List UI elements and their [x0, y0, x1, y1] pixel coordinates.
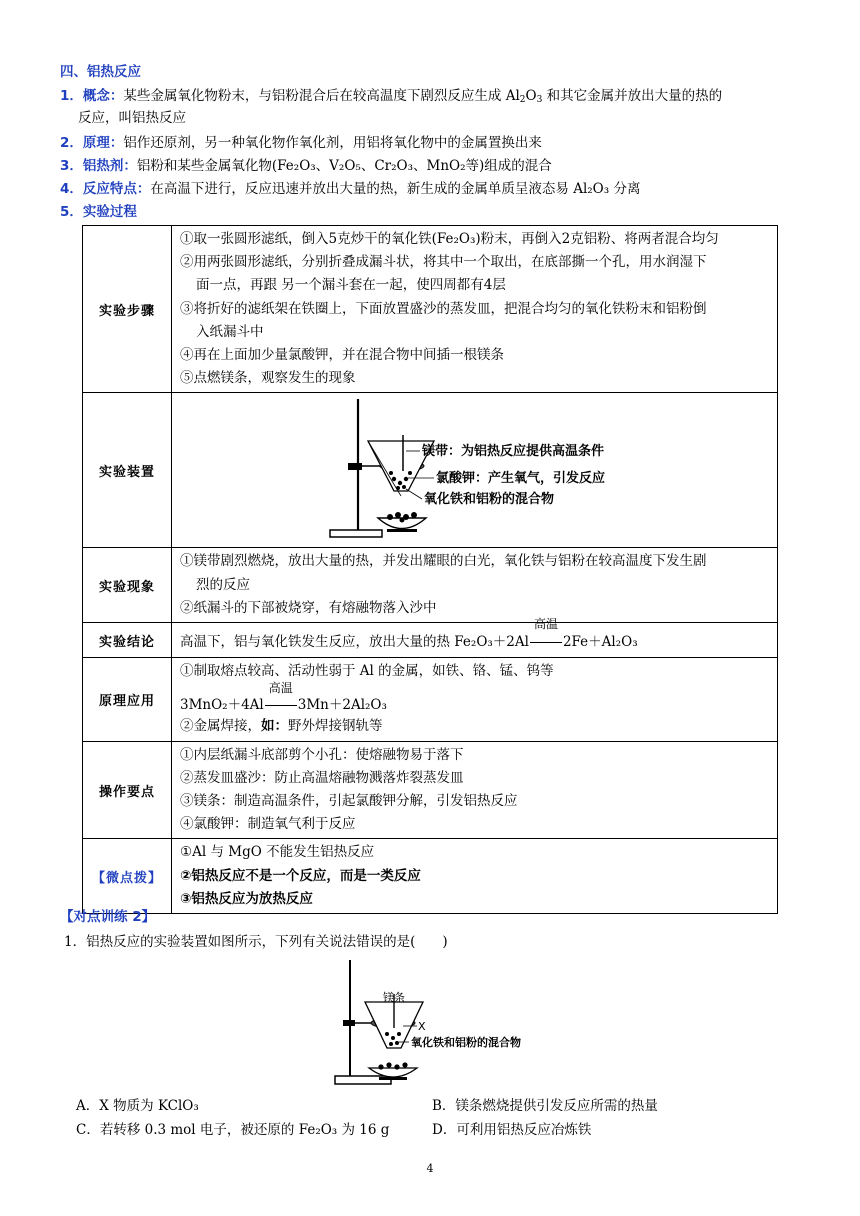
row-steps — [83, 226, 778, 393]
key-points-content — [172, 742, 777, 839]
step-line: ④再在上面加少量氯酸钾，并在混合物中间插一根镁条 — [180, 347, 504, 364]
item-concept-text-a: 某些金属氧化物粉末，与铝粉混合后在较高温度下剧烈反应生成 Al — [123, 88, 520, 104]
practice-label-mix: 氧化铁和铝粉的混合物 — [411, 1036, 521, 1049]
item-features-text: 在高温下进行，反应迅速并放出大量的热，新生成的金属单质呈液态易 Al₂O₃ 分离 — [150, 181, 641, 197]
practice-label-x: X — [418, 1020, 426, 1033]
item-principle-text: 铝作还原剂，另一种氧化物作氧化剂，用铝将氧化物中的金属置换出来 — [123, 135, 542, 151]
header-tips: 【微点拨】 — [83, 839, 172, 914]
conclusion-text: 高温下，铝与氧化铁发生反应，放出大量的热 Fe₂O₃＋2Al — [180, 634, 529, 651]
application-eq-left: 3MnO₂＋4Al — [180, 697, 264, 714]
application-line: ①制取熔点较高、活动性弱于 Al 的金属，如铁、铬、锰、钨等 — [180, 663, 554, 680]
application-eq-right: 3Mn＋2Al₂O₃ — [297, 697, 387, 714]
step-line: ⑤点燃镁条，观察发生的现象 — [180, 370, 356, 387]
stand-base — [330, 530, 382, 537]
tips-content — [172, 839, 777, 913]
item-features-label: 4．反应特点： — [60, 181, 151, 197]
header-conclusion: 实验结论 — [83, 623, 172, 658]
experiment-table — [82, 225, 778, 914]
row-apparatus — [83, 393, 778, 548]
option-a[interactable]: A．X 物质为 KClO₃ — [76, 1098, 199, 1114]
phenomena-line: 烈的反应 — [196, 576, 250, 593]
key-point-line: ③镁条：制造高温条件，引起氯酸钾分解，引发铝热反应 — [180, 793, 518, 810]
tip-line: ②铝热反应不是一个反应，而是一类反应 — [180, 867, 421, 884]
row-phenomena — [83, 548, 778, 623]
steps-content — [172, 226, 777, 392]
row-key-points — [83, 741, 778, 839]
header-steps: 实验步骤 — [83, 226, 172, 393]
practice-question: 1．铝热反应的实验装置如图所示，下列有关说法错误的是( ) — [64, 934, 448, 950]
key-point-line: ②蒸发皿盛沙：防止高温熔融物溅落炸裂蒸发皿 — [180, 769, 464, 786]
step-line: ③将折好的滤纸架在铁圈上，下面放置盛沙的蒸发皿，把混合均匀的氧化铁粉末和铝粉倒 — [180, 300, 707, 317]
conclusion-content — [172, 617, 777, 657]
phenomena-content — [172, 548, 777, 622]
label-mg: 镁带：为铝热反应提供高温条件 — [422, 444, 605, 460]
conclusion-product: 2Fe＋Al₂O₃ — [562, 634, 638, 651]
label-kclo3: 氯酸钾：产生氧气，引发反应 — [436, 471, 606, 487]
step-line: ①取一张圆形滤纸，倒入5克炒干的氧化铁(Fe₂O₃)粉末，再倒入2克铝粉、将两者混合均匀 — [180, 231, 719, 247]
item-thermite-text: 铝粉和某些金属氧化物(Fe₂O₃、V₂O₅、Cr₂O₃、MnO₂等)组成的混合 — [136, 158, 552, 174]
section-title: 四、铝热反应 — [60, 64, 141, 80]
header-apparatus: 实验装置 — [83, 393, 172, 548]
practice-label-mg: 镁条 — [383, 991, 405, 1004]
row-application — [83, 658, 778, 741]
item-concept-label: 1．概念： — [60, 88, 124, 104]
practice-figure — [325, 956, 545, 1090]
item-principle — [60, 132, 542, 154]
item-features — [60, 178, 640, 200]
apparatus-diagram — [172, 393, 778, 547]
step-line: ②用两张圆形滤纸，分别折叠成漏斗状，将其中一个取出，在底部撕一个孔，用水润湿下 — [180, 254, 707, 271]
header-key-points: 操作要点 — [83, 741, 172, 839]
phenomena-line: ②纸漏斗的下部被烧穿，有熔融物落入沙中 — [180, 599, 437, 616]
option-d[interactable]: D．可利用铝热反应冶炼铁 — [432, 1122, 592, 1138]
item-experiment-title: 5．实验过程 — [60, 204, 137, 220]
step-line: 入纸漏斗中 — [196, 323, 264, 340]
key-point-line: ④氯酸钾：制造氧气利于反应 — [180, 816, 356, 833]
item-concept-cont: 反应，叫铝热反应 — [78, 110, 186, 126]
page-number: 4 — [426, 1162, 434, 1175]
item-principle-label: 2．原理： — [60, 135, 124, 151]
practice-title: 【对点训练 2】 — [60, 909, 156, 925]
application-content: ①制取熔点较高、活动性弱于 Al 的金属，如铁、铬、锰、钨等 3MnO₂＋4Al 高温 3Mn＋2Al₂O₃ ②金属焊接，如：野外焊接钢轨等 — [172, 658, 777, 740]
option-c[interactable]: C．若转移 0.3 mol 电子，被还原的 Fe₂O₃ 为 16 g — [76, 1122, 390, 1138]
phenomena-line: ①镁带剧烈燃烧，放出大量的热，并发出耀眼的白光，氧化铁与铝粉在较高温度下发生剧 — [180, 553, 707, 570]
row-tips — [83, 839, 778, 914]
header-application: 原理应用 — [83, 658, 172, 741]
item-concept: 1．概念：某些金属氧化物粉末，与铝粉混合后在较高温度下剧烈反应生成 $Al_2O_3$ 和其它金属并放出大量的热的 — [60, 88, 723, 105]
step-line: 面一点，再跟 另一个漏斗套在一起，使四周都有4层 — [196, 277, 506, 294]
row-conclusion — [83, 623, 778, 658]
clamp — [348, 463, 362, 470]
option-b[interactable]: B．镁条燃烧提供引发反应所需的热量 — [432, 1098, 658, 1114]
key-point-line: ①内层纸漏斗底部剪个小孔：使熔融物易于落下 — [180, 746, 464, 763]
application-condition: 高温 — [265, 695, 297, 715]
apparatus-figure — [172, 393, 777, 547]
tip-line: ①Al 与 MgO 不能发生铝热反应 — [180, 844, 375, 861]
item-concept-text-c: 和其它金属并放出大量的热的 — [542, 88, 723, 104]
item-thermite-label: 3．铝热剂： — [60, 158, 137, 174]
header-phenomena: 实验现象 — [83, 548, 172, 623]
tip-line: ③铝热反应为放热反应 — [180, 890, 313, 907]
reaction-condition: 高温 — [530, 631, 562, 654]
label-mixture: 氧化铁和铝粉的混合物 — [424, 492, 555, 508]
item-thermite — [60, 155, 552, 177]
